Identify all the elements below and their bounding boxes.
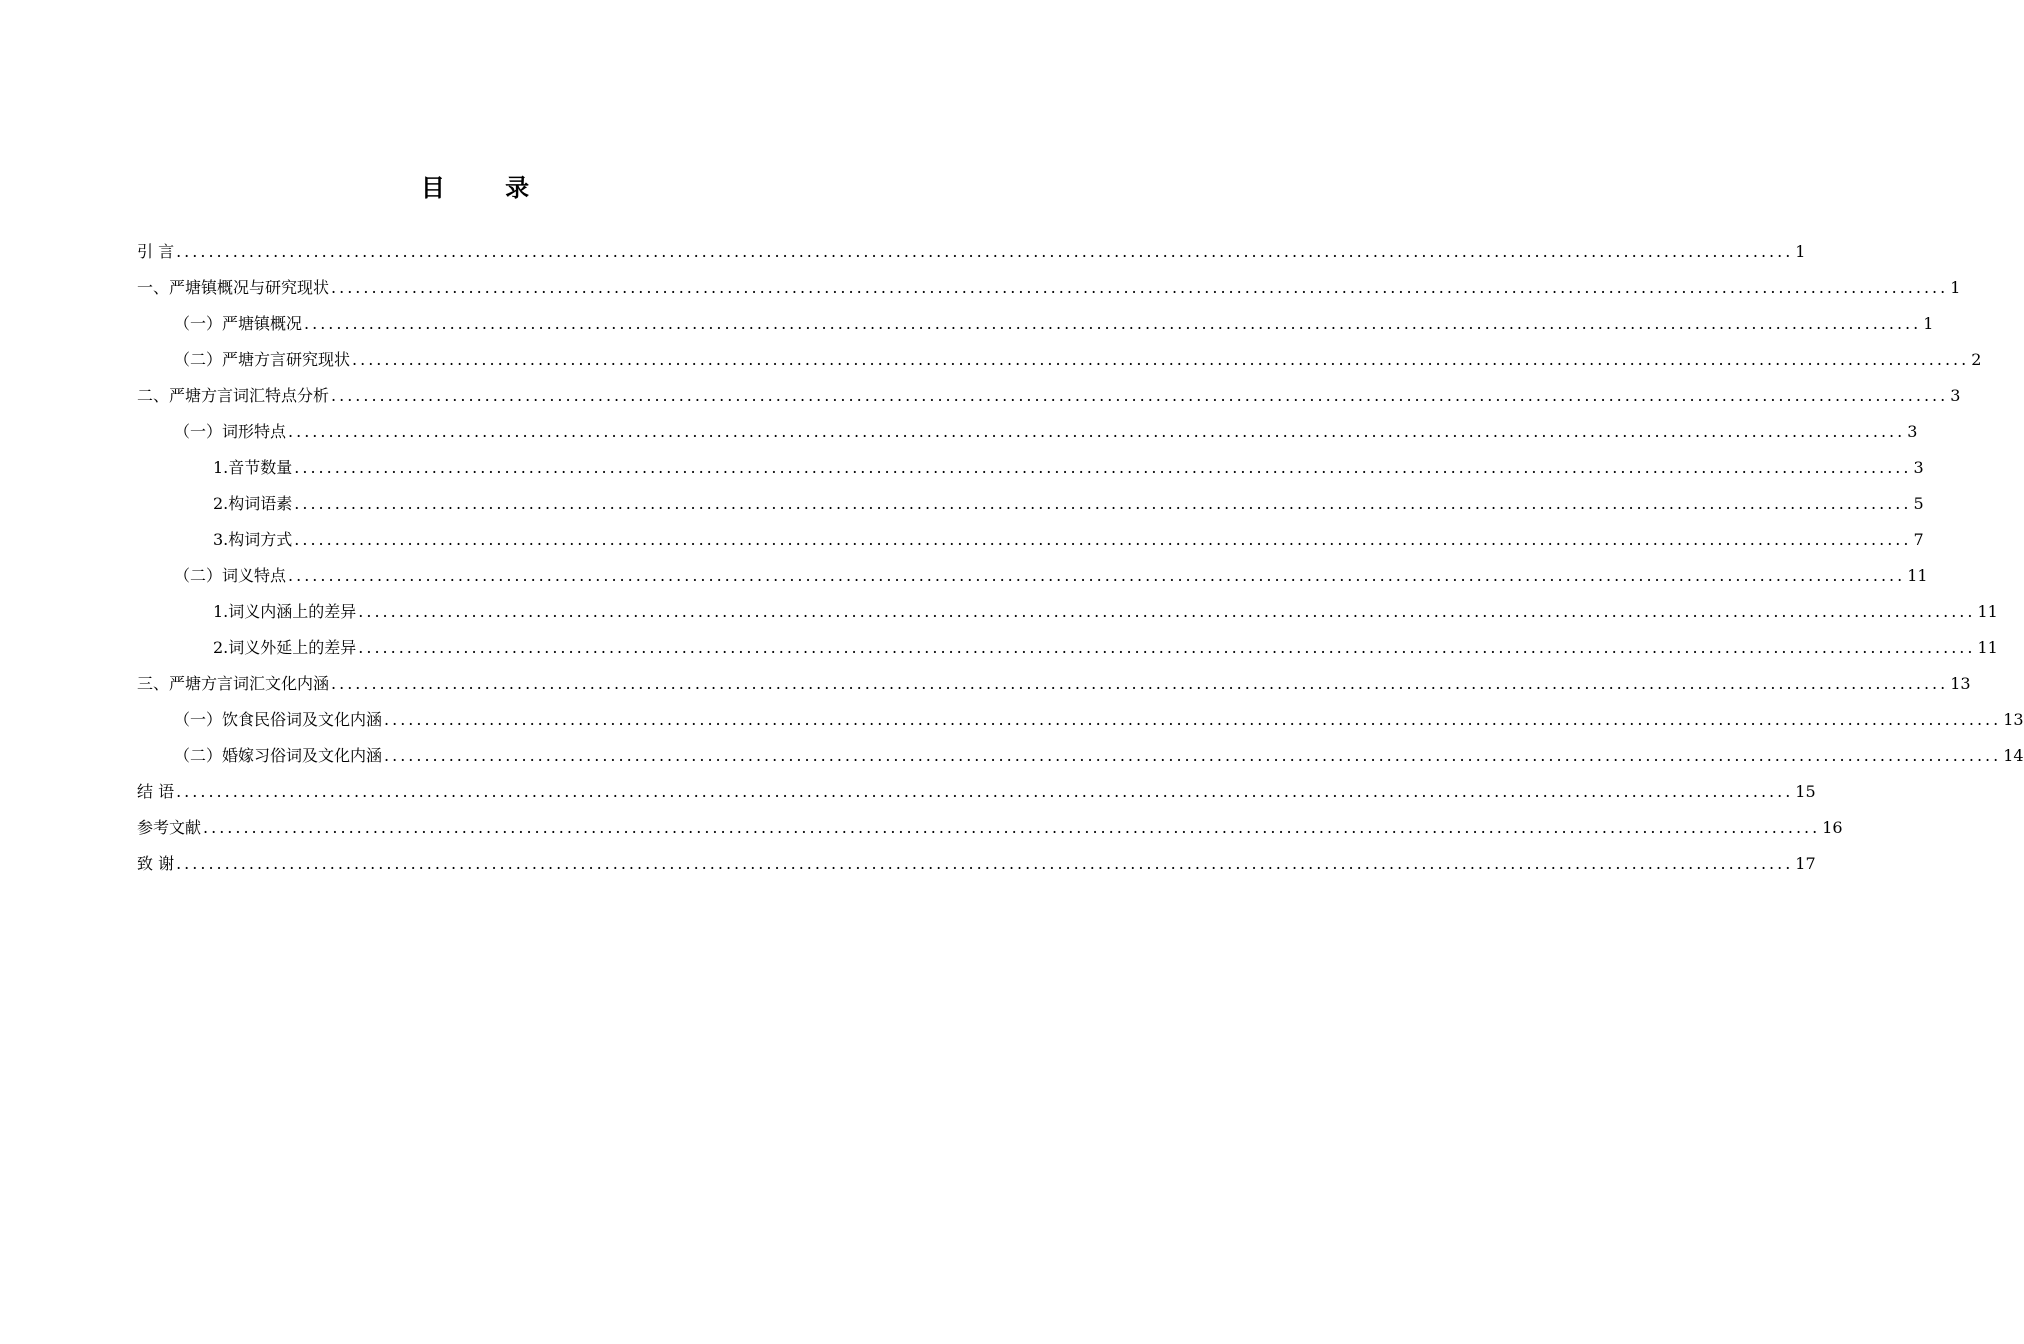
toc-entry[interactable] — [137, 414, 1918, 450]
toc-entry-page: 17 — [1795, 854, 1816, 873]
toc-leader-dots: ........................................................................................................................................................................................................ — [294, 530, 1912, 549]
toc-entry-page: 13 — [1950, 674, 1971, 693]
toc-leader-dots: ........................................................................................................................................................................................................ — [358, 602, 1976, 621]
toc-entry-page: 13 — [2003, 710, 2024, 729]
toc-leader-dots: ........................................................................................................................................................................................................ — [331, 674, 1949, 693]
toc-entry-text: （一）词形特点 — [174, 422, 287, 441]
toc-entry[interactable] — [137, 630, 1998, 666]
toc-entry-page: 3 — [1913, 458, 1924, 477]
toc-leader-dots: ........................................................................................................................................................................................................ — [294, 458, 1912, 477]
toc-leader-dots: ........................................................................................................................................................................................................ — [352, 350, 1970, 369]
toc-entry-page: 5 — [1913, 494, 1924, 513]
toc-leader-dots: ........................................................................................................................................................................................................ — [294, 494, 1912, 513]
toc-entry[interactable] — [137, 738, 2024, 774]
toc-entry-page: 11 — [1977, 638, 1998, 657]
toc-entry[interactable] — [137, 342, 1982, 378]
toc-entry[interactable] — [137, 270, 1961, 306]
toc-entry-text: 结 语 — [137, 782, 175, 801]
toc-leader-dots: ........................................................................................................................................................................................................ — [384, 710, 2002, 729]
toc-entry-text: 二、严塘方言词汇特点分析 — [137, 386, 330, 405]
toc-entry-text: 一、严塘镇概况与研究现状 — [137, 278, 330, 297]
toc-entry-page: 16 — [1822, 818, 1843, 837]
toc-entry-page: 1 — [1923, 314, 1934, 333]
toc-entry-text: 参考文献 — [137, 818, 202, 837]
toc-entry-text: 2.构词语素 — [213, 494, 293, 513]
toc-entry-page: 3 — [1950, 386, 1961, 405]
toc-entry-page: 15 — [1795, 782, 1816, 801]
toc-entry-text: 引 言 — [137, 242, 175, 261]
toc-leader-dots: ........................................................................................................................................................................................................ — [304, 314, 1922, 333]
toc-entry-text: 1.音节数量 — [213, 458, 293, 477]
toc-leader-dots: ........................................................................................................................................................................................................ — [176, 854, 1794, 873]
toc-entry[interactable] — [137, 666, 1971, 702]
toc-entry[interactable] — [137, 702, 2024, 738]
toc-entry[interactable] — [137, 450, 1924, 486]
toc-entry[interactable] — [137, 522, 1924, 558]
toc-entry[interactable] — [137, 486, 1924, 522]
toc-leader-dots: ........................................................................................................................................................................................................ — [358, 638, 1976, 657]
toc-entry-text: （一）严塘镇概况 — [174, 314, 303, 333]
toc-entry[interactable] — [137, 810, 1843, 846]
toc-leader-dots: ........................................................................................................................................................................................................ — [288, 422, 1906, 441]
toc-entry-text: （二）婚嫁习俗词及文化内涵 — [174, 746, 383, 765]
toc-entry[interactable] — [137, 846, 1816, 882]
toc-entry-page: 2 — [1971, 350, 1982, 369]
toc-entry-text: 致 谢 — [137, 854, 175, 873]
toc-leader-dots: ........................................................................................................................................................................................................ — [203, 818, 1821, 837]
toc-entry[interactable] — [137, 774, 1816, 810]
toc-entry[interactable] — [137, 594, 1998, 630]
toc-entry-page: 1 — [1950, 278, 1961, 297]
toc-entry-text: （二）严塘方言研究现状 — [174, 350, 351, 369]
toc-entry-page: 3 — [1907, 422, 1918, 441]
toc-entry-text: 2.词义外延上的差异 — [213, 638, 357, 657]
toc-leader-dots: ........................................................................................................................................................................................................ — [331, 278, 1949, 297]
table-of-contents — [137, 234, 2024, 882]
toc-entry-page: 11 — [1977, 602, 1998, 621]
toc-entry-text: 三、严塘方言词汇文化内涵 — [137, 674, 330, 693]
toc-leader-dots: ........................................................................................................................................................................................................ — [331, 386, 1949, 405]
toc-entry[interactable] — [137, 378, 1961, 414]
toc-entry-page: 7 — [1913, 530, 1924, 549]
toc-entry-page: 11 — [1907, 566, 1928, 585]
toc-leader-dots: ........................................................................................................................................................................................................ — [176, 242, 1794, 261]
toc-entry-page: 1 — [1795, 242, 1806, 261]
toc-entry[interactable] — [137, 558, 1928, 594]
toc-entry[interactable] — [137, 234, 1806, 270]
toc-entry-page: 14 — [2003, 746, 2024, 765]
toc-leader-dots: ........................................................................................................................................................................................................ — [288, 566, 1906, 585]
toc-entry[interactable] — [137, 306, 1934, 342]
toc-title: 目 录 — [420, 173, 556, 202]
toc-entry-text: 3.构词方式 — [213, 530, 293, 549]
toc-entry-text: （一）饮食民俗词及文化内涵 — [174, 710, 383, 729]
toc-leader-dots: ........................................................................................................................................................................................................ — [176, 782, 1794, 801]
toc-entry-text: （二）词义特点 — [174, 566, 287, 585]
toc-leader-dots: ........................................................................................................................................................................................................ — [384, 746, 2002, 765]
toc-entry-text: 1.词义内涵上的差异 — [213, 602, 357, 621]
